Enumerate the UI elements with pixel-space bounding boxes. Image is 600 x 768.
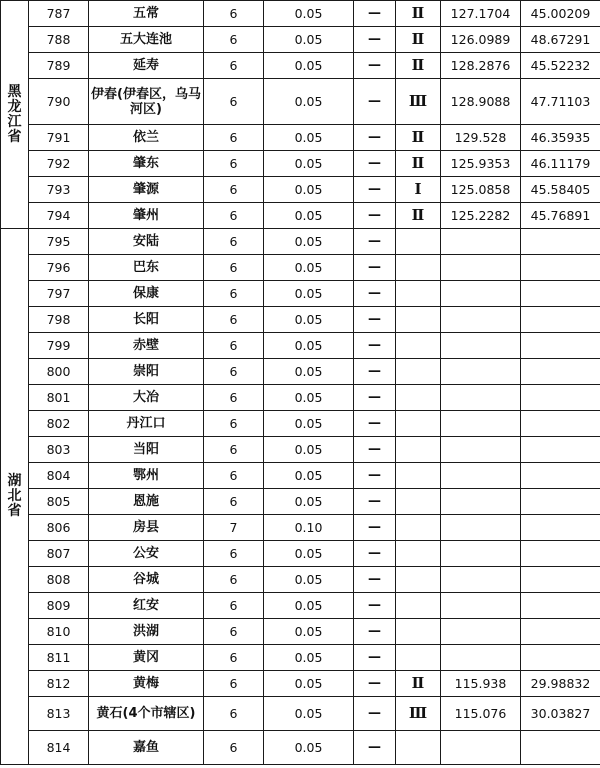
design-group-cell [396, 333, 441, 359]
row-number-cell: 796 [29, 255, 89, 281]
row-number-cell: 791 [29, 125, 89, 151]
design-group-cell: Ⅰ [396, 177, 441, 203]
latitude-cell [521, 229, 600, 255]
intensity-cell: 6 [204, 385, 264, 411]
row-number-cell: 809 [29, 593, 89, 619]
longitude-cell: 115.938 [441, 671, 521, 697]
longitude-cell [441, 307, 521, 333]
row-number-cell: 798 [29, 307, 89, 333]
longitude-cell [441, 541, 521, 567]
dash-cell: — [354, 307, 396, 333]
latitude-cell: 45.52232 [521, 53, 600, 79]
longitude-cell: 125.9353 [441, 151, 521, 177]
design-group-cell [396, 463, 441, 489]
latitude-cell [521, 437, 600, 463]
design-group-cell [396, 567, 441, 593]
table-row [1, 593, 600, 619]
design-group-cell [396, 229, 441, 255]
dash-cell: — [354, 567, 396, 593]
longitude-cell [441, 489, 521, 515]
dash-cell: — [354, 177, 396, 203]
dash-cell: — [354, 463, 396, 489]
row-number-cell: 810 [29, 619, 89, 645]
dash-cell: — [354, 593, 396, 619]
intensity-cell: 6 [204, 541, 264, 567]
intensity-cell: 6 [204, 619, 264, 645]
intensity-cell: 6 [204, 229, 264, 255]
location-name-cell: 赤壁 [89, 333, 204, 359]
design-group-cell [396, 731, 441, 765]
latitude-cell [521, 567, 600, 593]
longitude-cell [441, 437, 521, 463]
dash-cell: — [354, 125, 396, 151]
acceleration-cell: 0.05 [264, 307, 354, 333]
latitude-cell [521, 463, 600, 489]
longitude-cell [441, 255, 521, 281]
design-group-cell: Ⅱ [396, 151, 441, 177]
intensity-cell: 6 [204, 307, 264, 333]
latitude-cell: 29.98832 [521, 671, 600, 697]
intensity-cell: 6 [204, 53, 264, 79]
table-row [1, 463, 600, 489]
acceleration-cell: 0.05 [264, 53, 354, 79]
province-name: 黑龙江省 [7, 83, 22, 145]
longitude-cell [441, 515, 521, 541]
latitude-cell: 47.71103 [521, 79, 600, 125]
latitude-cell [521, 281, 600, 307]
dash-cell: — [354, 333, 396, 359]
design-group-cell: Ⅱ [396, 27, 441, 53]
table-row [1, 307, 600, 333]
longitude-cell [441, 229, 521, 255]
location-name-cell: 黄冈 [89, 645, 204, 671]
acceleration-cell: 0.05 [264, 1, 354, 27]
dash-cell: — [354, 411, 396, 437]
intensity-cell: 6 [204, 125, 264, 151]
table-row [1, 645, 600, 671]
location-name-cell: 恩施 [89, 489, 204, 515]
table-row [1, 203, 600, 229]
row-number-cell: 802 [29, 411, 89, 437]
row-number-cell: 789 [29, 53, 89, 79]
table-row [1, 731, 600, 765]
intensity-cell: 6 [204, 731, 264, 765]
province-cell [1, 229, 29, 765]
design-group-cell [396, 437, 441, 463]
dash-cell: — [354, 489, 396, 515]
row-number-cell: 792 [29, 151, 89, 177]
table-row [1, 255, 600, 281]
latitude-cell: 45.58405 [521, 177, 600, 203]
row-number-cell: 808 [29, 567, 89, 593]
intensity-cell: 6 [204, 203, 264, 229]
acceleration-cell: 0.05 [264, 229, 354, 255]
location-name-cell: 依兰 [89, 125, 204, 151]
acceleration-cell: 0.05 [264, 567, 354, 593]
acceleration-cell: 0.05 [264, 411, 354, 437]
location-name-cell: 鄂州 [89, 463, 204, 489]
latitude-cell [521, 489, 600, 515]
longitude-cell [441, 333, 521, 359]
location-name-cell: 延寿 [89, 53, 204, 79]
row-number-cell: 803 [29, 437, 89, 463]
table-body [1, 1, 600, 765]
longitude-cell [441, 645, 521, 671]
longitude-cell [441, 593, 521, 619]
acceleration-cell: 0.05 [264, 177, 354, 203]
acceleration-cell: 0.05 [264, 255, 354, 281]
dash-cell: — [354, 619, 396, 645]
table-row [1, 281, 600, 307]
longitude-cell: 128.2876 [441, 53, 521, 79]
latitude-cell: 48.67291 [521, 27, 600, 53]
design-group-cell [396, 645, 441, 671]
table-row [1, 229, 600, 255]
intensity-cell: 6 [204, 437, 264, 463]
latitude-cell [521, 619, 600, 645]
intensity-cell: 6 [204, 79, 264, 125]
longitude-cell: 126.0989 [441, 27, 521, 53]
intensity-cell: 6 [204, 255, 264, 281]
latitude-cell [521, 307, 600, 333]
table-row [1, 411, 600, 437]
location-name-cell: 丹江口 [89, 411, 204, 437]
acceleration-cell: 0.05 [264, 697, 354, 731]
location-name-cell: 肇源 [89, 177, 204, 203]
design-group-cell [396, 255, 441, 281]
design-group-cell [396, 619, 441, 645]
latitude-cell [521, 333, 600, 359]
location-name-cell: 伊春(伊春区，乌马河区) [89, 79, 204, 125]
row-number-cell: 793 [29, 177, 89, 203]
longitude-cell [441, 567, 521, 593]
latitude-cell: 46.35935 [521, 125, 600, 151]
intensity-cell: 7 [204, 515, 264, 541]
location-name-cell: 公安 [89, 541, 204, 567]
location-name-cell: 黄石(4个市辖区) [89, 697, 204, 731]
longitude-cell [441, 359, 521, 385]
table-row [1, 619, 600, 645]
location-name-cell: 五常 [89, 1, 204, 27]
table-row [1, 151, 600, 177]
acceleration-cell: 0.10 [264, 515, 354, 541]
design-group-cell: Ⅱ [396, 53, 441, 79]
dash-cell: — [354, 359, 396, 385]
acceleration-cell: 0.05 [264, 731, 354, 765]
acceleration-cell: 0.05 [264, 203, 354, 229]
row-number-cell: 804 [29, 463, 89, 489]
location-name-cell: 肇州 [89, 203, 204, 229]
table-row [1, 333, 600, 359]
intensity-cell: 6 [204, 697, 264, 731]
acceleration-cell: 0.05 [264, 125, 354, 151]
location-name-cell: 嘉鱼 [89, 731, 204, 765]
longitude-cell: 125.2282 [441, 203, 521, 229]
row-number-cell: 813 [29, 697, 89, 731]
province-name: 湖北省 [7, 473, 22, 519]
acceleration-cell: 0.05 [264, 385, 354, 411]
table-row [1, 489, 600, 515]
table-row [1, 541, 600, 567]
location-name-cell: 谷城 [89, 567, 204, 593]
intensity-cell: 6 [204, 151, 264, 177]
intensity-cell: 6 [204, 1, 264, 27]
table-row [1, 53, 600, 79]
design-group-cell [396, 281, 441, 307]
latitude-cell: 45.76891 [521, 203, 600, 229]
dash-cell: — [354, 385, 396, 411]
longitude-cell: 115.076 [441, 697, 521, 731]
latitude-cell [521, 255, 600, 281]
table-row [1, 385, 600, 411]
row-number-cell: 814 [29, 731, 89, 765]
intensity-cell: 6 [204, 333, 264, 359]
design-group-cell [396, 385, 441, 411]
dash-cell: — [354, 79, 396, 125]
intensity-cell: 6 [204, 567, 264, 593]
table-row [1, 359, 600, 385]
intensity-cell: 6 [204, 463, 264, 489]
location-name-cell: 大冶 [89, 385, 204, 411]
design-group-cell [396, 593, 441, 619]
row-number-cell: 799 [29, 333, 89, 359]
intensity-cell: 6 [204, 27, 264, 53]
table-row [1, 437, 600, 463]
longitude-cell: 125.0858 [441, 177, 521, 203]
row-number-cell: 794 [29, 203, 89, 229]
acceleration-cell: 0.05 [264, 463, 354, 489]
dash-cell: — [354, 151, 396, 177]
acceleration-cell: 0.05 [264, 79, 354, 125]
dash-cell: — [354, 645, 396, 671]
longitude-cell: 127.1704 [441, 1, 521, 27]
longitude-cell [441, 731, 521, 765]
acceleration-cell: 0.05 [264, 593, 354, 619]
design-group-cell [396, 307, 441, 333]
latitude-cell [521, 515, 600, 541]
table-row [1, 125, 600, 151]
dash-cell: — [354, 541, 396, 567]
design-group-cell [396, 515, 441, 541]
location-name-cell: 长阳 [89, 307, 204, 333]
acceleration-cell: 0.05 [264, 619, 354, 645]
intensity-cell: 6 [204, 489, 264, 515]
intensity-cell: 6 [204, 671, 264, 697]
row-number-cell: 806 [29, 515, 89, 541]
longitude-cell: 129.528 [441, 125, 521, 151]
table-row [1, 515, 600, 541]
location-name-cell: 安陆 [89, 229, 204, 255]
dash-cell: — [354, 255, 396, 281]
province-cell [1, 1, 29, 229]
row-number-cell: 811 [29, 645, 89, 671]
design-group-cell: Ⅲ [396, 697, 441, 731]
table-row [1, 567, 600, 593]
acceleration-cell: 0.05 [264, 281, 354, 307]
design-group-cell: Ⅱ [396, 1, 441, 27]
design-group-cell: Ⅱ [396, 203, 441, 229]
dash-cell: — [354, 53, 396, 79]
acceleration-cell: 0.05 [264, 541, 354, 567]
dash-cell: — [354, 671, 396, 697]
longitude-cell [441, 463, 521, 489]
longitude-cell [441, 385, 521, 411]
location-name-cell: 红安 [89, 593, 204, 619]
table-row [1, 177, 600, 203]
acceleration-cell: 0.05 [264, 27, 354, 53]
row-number-cell: 801 [29, 385, 89, 411]
row-number-cell: 790 [29, 79, 89, 125]
latitude-cell [521, 385, 600, 411]
design-group-cell: Ⅱ [396, 671, 441, 697]
location-name-cell: 保康 [89, 281, 204, 307]
row-number-cell: 787 [29, 1, 89, 27]
acceleration-cell: 0.05 [264, 489, 354, 515]
acceleration-cell: 0.05 [264, 437, 354, 463]
design-group-cell: Ⅱ [396, 125, 441, 151]
location-name-cell: 当阳 [89, 437, 204, 463]
location-name-cell: 黄梅 [89, 671, 204, 697]
row-number-cell: 812 [29, 671, 89, 697]
latitude-cell [521, 645, 600, 671]
intensity-cell: 6 [204, 359, 264, 385]
longitude-cell [441, 411, 521, 437]
dash-cell: — [354, 229, 396, 255]
longitude-cell [441, 281, 521, 307]
design-group-cell [396, 359, 441, 385]
latitude-cell [521, 359, 600, 385]
latitude-cell [521, 411, 600, 437]
table-row [1, 697, 600, 731]
table-row [1, 1, 600, 27]
longitude-cell: 128.9088 [441, 79, 521, 125]
dash-cell: — [354, 731, 396, 765]
location-name-cell: 崇阳 [89, 359, 204, 385]
acceleration-cell: 0.05 [264, 333, 354, 359]
dash-cell: — [354, 697, 396, 731]
latitude-cell: 46.11179 [521, 151, 600, 177]
location-name-cell: 房县 [89, 515, 204, 541]
dash-cell: — [354, 281, 396, 307]
dash-cell: — [354, 203, 396, 229]
location-name-cell: 巴东 [89, 255, 204, 281]
design-group-cell [396, 411, 441, 437]
dash-cell: — [354, 27, 396, 53]
intensity-cell: 6 [204, 645, 264, 671]
intensity-cell: 6 [204, 177, 264, 203]
row-number-cell: 805 [29, 489, 89, 515]
design-group-cell [396, 489, 441, 515]
dash-cell: — [354, 1, 396, 27]
row-number-cell: 797 [29, 281, 89, 307]
design-group-cell [396, 541, 441, 567]
acceleration-cell: 0.05 [264, 151, 354, 177]
acceleration-cell: 0.05 [264, 359, 354, 385]
row-number-cell: 788 [29, 27, 89, 53]
latitude-cell [521, 731, 600, 765]
table-row [1, 671, 600, 697]
dash-cell: — [354, 515, 396, 541]
latitude-cell [521, 541, 600, 567]
table-row [1, 27, 600, 53]
row-number-cell: 807 [29, 541, 89, 567]
table-row [1, 79, 600, 125]
design-group-cell: Ⅲ [396, 79, 441, 125]
latitude-cell: 30.03827 [521, 697, 600, 731]
row-number-cell: 800 [29, 359, 89, 385]
location-name-cell: 洪湖 [89, 619, 204, 645]
latitude-cell [521, 593, 600, 619]
location-name-cell: 五大连池 [89, 27, 204, 53]
latitude-cell: 45.00209 [521, 1, 600, 27]
row-number-cell: 795 [29, 229, 89, 255]
acceleration-cell: 0.05 [264, 645, 354, 671]
longitude-cell [441, 619, 521, 645]
intensity-cell: 6 [204, 593, 264, 619]
acceleration-cell: 0.05 [264, 671, 354, 697]
location-name-cell: 肇东 [89, 151, 204, 177]
dash-cell: — [354, 437, 396, 463]
intensity-cell: 6 [204, 281, 264, 307]
intensity-cell: 6 [204, 411, 264, 437]
